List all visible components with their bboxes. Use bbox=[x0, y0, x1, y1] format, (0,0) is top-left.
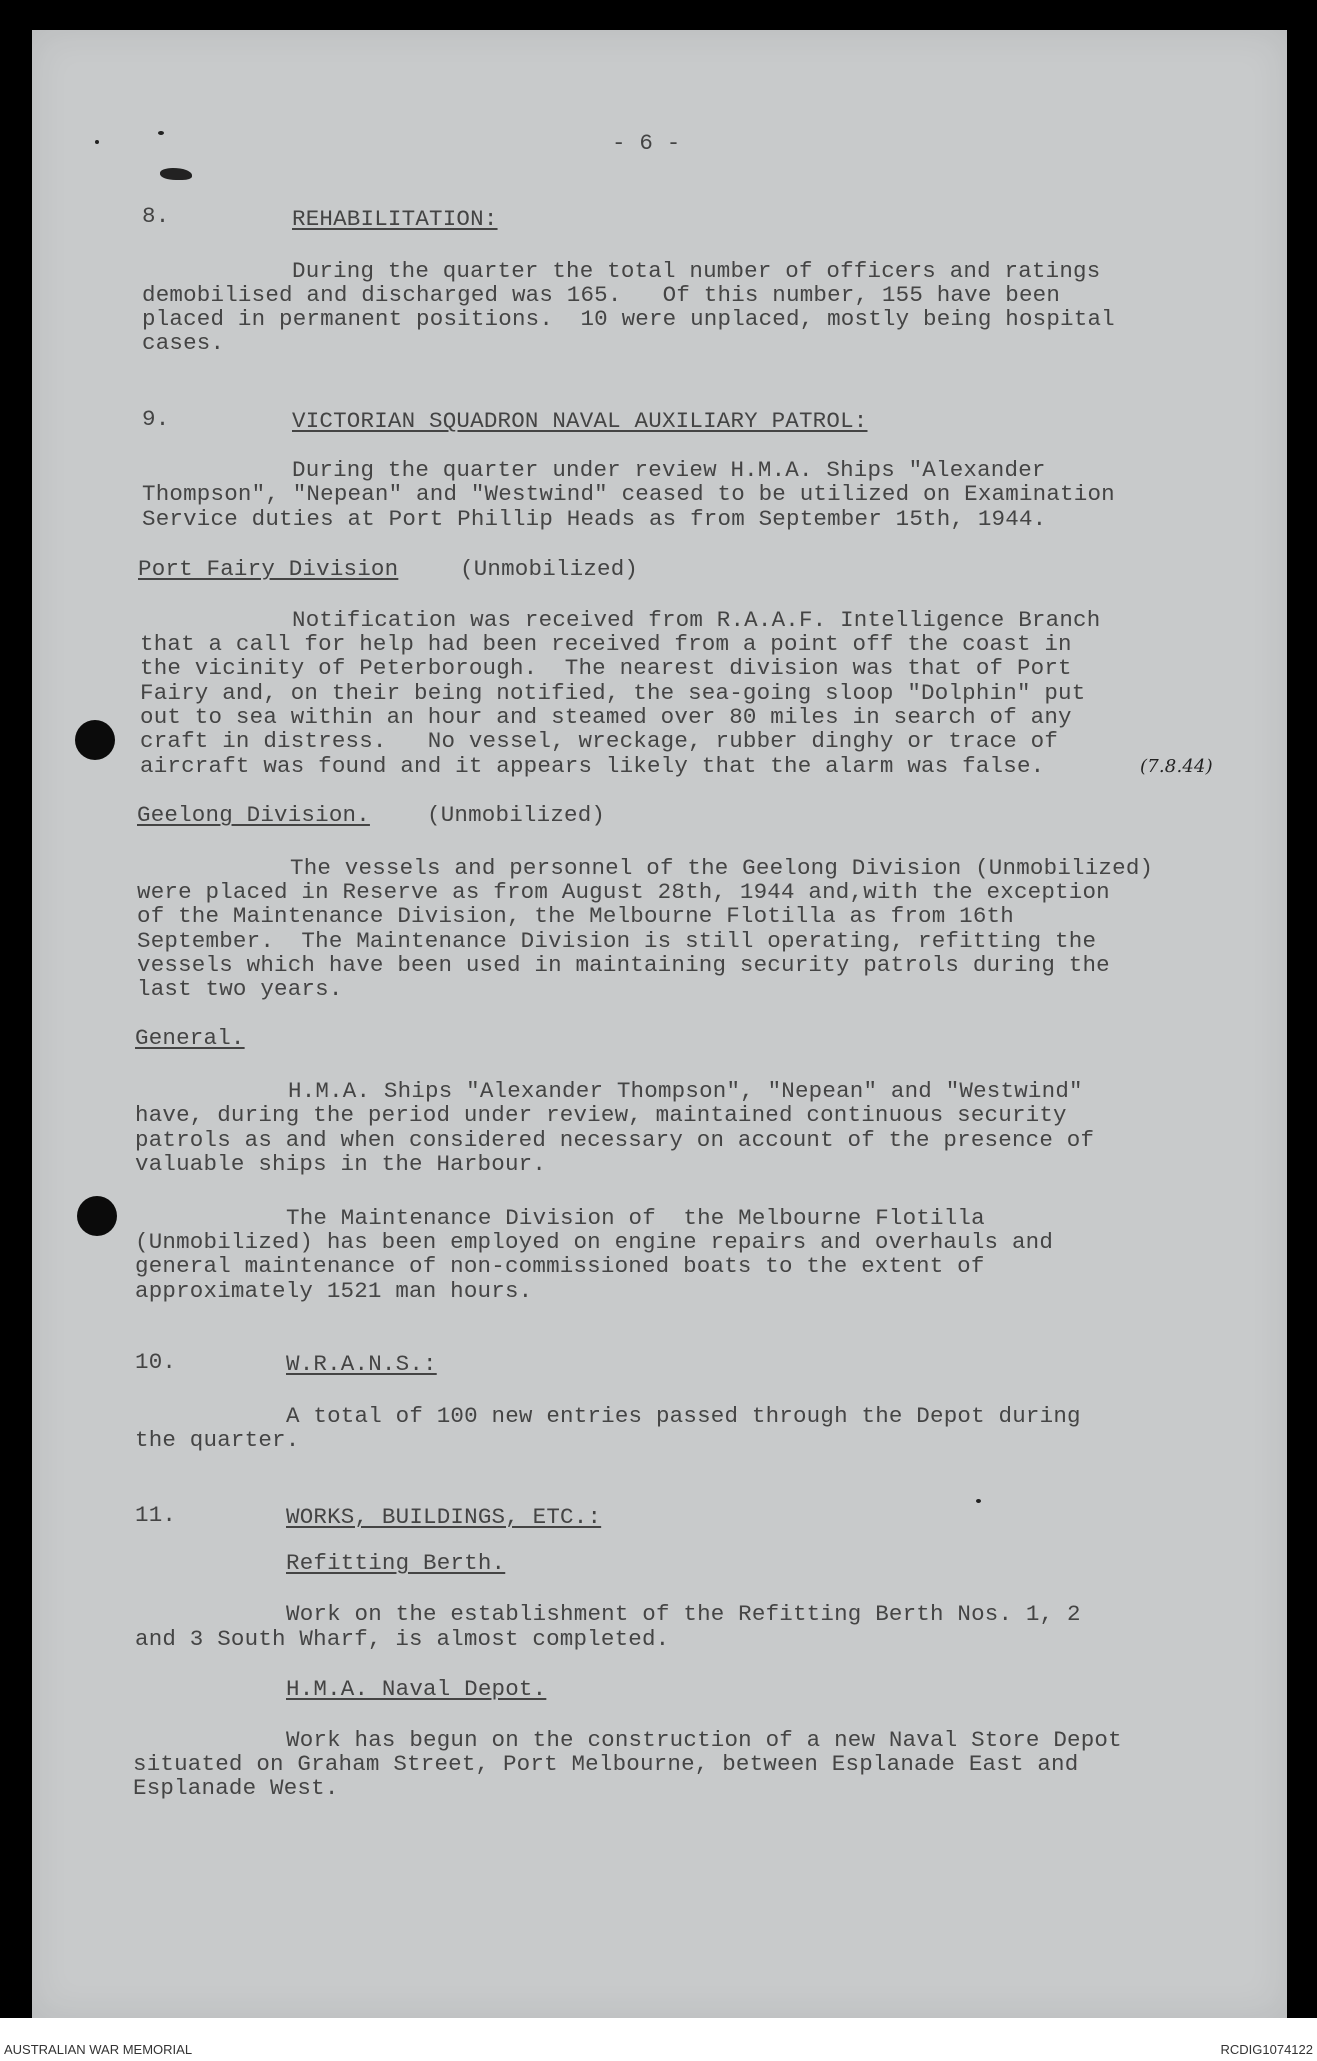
section-heading: W.R.A.N.S.: bbox=[286, 1351, 437, 1377]
paragraph-line: last two years. bbox=[137, 976, 343, 1002]
paragraph-line: The vessels and personnel of the Geelong Division (Unmobilized) bbox=[290, 855, 1154, 881]
archive-footer bbox=[0, 2018, 1317, 2061]
paragraph-line: craft in distress. No vessel, wreckage, rubber dinghy or trace of bbox=[140, 728, 1059, 754]
paragraph-line: Thompson", "Nepean" and "Westwind" ceased to be utilized on Examination bbox=[142, 481, 1115, 507]
paragraph-line: Fairy and, on their being notified, the sea-going sloop "Dolphin" put bbox=[140, 680, 1086, 706]
paragraph-line: A total of 100 new entries passed through the Depot during bbox=[286, 1403, 1081, 1429]
paragraph-line: approximately 1521 man hours. bbox=[135, 1278, 533, 1304]
subsection-note: (Unmobilized) bbox=[427, 802, 606, 828]
paper-speck bbox=[95, 140, 99, 144]
archive-id: RCDIG1074122 bbox=[1220, 2042, 1313, 2057]
paper-speck bbox=[976, 1499, 981, 1503]
paragraph-line: Work on the establishment of the Refitting Berth Nos. 1, 2 bbox=[286, 1601, 1081, 1627]
subsection-heading: General. bbox=[135, 1025, 245, 1051]
paragraph-line: the quarter. bbox=[135, 1427, 300, 1453]
subsection-heading: Geelong Division. bbox=[137, 802, 370, 828]
paragraph-line: (Unmobilized) has been employed on engine repairs and overhauls and bbox=[135, 1229, 1054, 1255]
paragraph-line: valuable ships in the Harbour. bbox=[135, 1151, 547, 1177]
subsection-note: (Unmobilized) bbox=[460, 556, 639, 582]
paragraph-line: the vicinity of Peterborough. The nearest division was that of Port bbox=[140, 655, 1072, 681]
paragraph-line: Esplanade West. bbox=[133, 1775, 339, 1801]
paper-tear bbox=[160, 168, 192, 180]
paper-speck bbox=[158, 131, 164, 135]
paragraph-line: out to sea within an hour and steamed over 80 miles in search of any bbox=[140, 704, 1072, 730]
paragraph-line: placed in permanent positions. 10 were unplaced, mostly being hospital bbox=[142, 306, 1115, 332]
paragraph-line: aircraft was found and it appears likely that the alarm was false. bbox=[140, 753, 1045, 779]
paragraph-line: During the quarter the total number of officers and ratings bbox=[292, 258, 1101, 284]
subsection-heading: Port Fairy Division bbox=[138, 556, 399, 582]
paragraph-line: Notification was received from R.A.A.F. Intelligence Branch bbox=[292, 607, 1101, 633]
section-number: 8. bbox=[142, 203, 170, 229]
paragraph-line: Service duties at Port Phillip Heads as from September 15th, 1944. bbox=[142, 506, 1047, 532]
page-number: - 6 - bbox=[612, 130, 681, 156]
paragraph-line: situated on Graham Street, Port Melbourne, between Esplanade East and bbox=[133, 1751, 1079, 1777]
section-heading: VICTORIAN SQUADRON NAVAL AUXILIARY PATROL: bbox=[292, 408, 868, 434]
subsection-heading: Refitting Berth. bbox=[286, 1550, 506, 1576]
paragraph-line: September. The Maintenance Division is still operating, refitting the bbox=[137, 928, 1097, 954]
paragraph-line: of the Maintenance Division, the Melbourne Flotilla as from 16th bbox=[137, 903, 1014, 929]
paragraph-line: patrols as and when considered necessary on account of the presence of bbox=[135, 1127, 1095, 1153]
paragraph-line: that a call for help had been received from a point off the coast in bbox=[140, 631, 1072, 657]
paragraph-line: were placed in Reserve as from August 28th, 1944 and,with the exception bbox=[137, 879, 1110, 905]
section-heading: WORKS, BUILDINGS, ETC.: bbox=[286, 1504, 602, 1530]
section-heading: REHABILITATION: bbox=[292, 206, 498, 232]
section-number: 9. bbox=[142, 406, 170, 432]
paragraph-line: The Maintenance Division of the Melbourne Flotilla bbox=[286, 1205, 985, 1231]
paragraph-line: cases. bbox=[142, 330, 225, 356]
paragraph-line: and 3 South Wharf, is almost completed. bbox=[135, 1626, 670, 1652]
handwritten-date: (7.8.44) bbox=[1140, 756, 1213, 777]
paragraph-line: demobilised and discharged was 165. Of this number, 155 have been bbox=[142, 282, 1061, 308]
archive-name: AUSTRALIAN WAR MEMORIAL bbox=[4, 2042, 193, 2057]
section-number: 11. bbox=[135, 1502, 177, 1528]
paragraph-line: H.M.A. Ships "Alexander Thompson", "Nepean" and "Westwind" bbox=[288, 1078, 1083, 1104]
paragraph-line: vessels which have been used in maintaining security patrols during the bbox=[137, 952, 1110, 978]
punch-hole bbox=[75, 720, 115, 760]
paragraph-line: During the quarter under review H.M.A. Ships "Alexander bbox=[292, 457, 1046, 483]
punch-hole bbox=[77, 1196, 117, 1236]
paragraph-line: have, during the period under review, maintained continuous security bbox=[135, 1102, 1067, 1128]
paragraph-line: Work has begun on the construction of a new Naval Store Depot bbox=[286, 1727, 1122, 1753]
paragraph-line: general maintenance of non-commissioned boats to the extent of bbox=[135, 1253, 985, 1279]
subsection-heading: H.M.A. Naval Depot. bbox=[286, 1676, 547, 1702]
section-number: 10. bbox=[135, 1349, 177, 1375]
